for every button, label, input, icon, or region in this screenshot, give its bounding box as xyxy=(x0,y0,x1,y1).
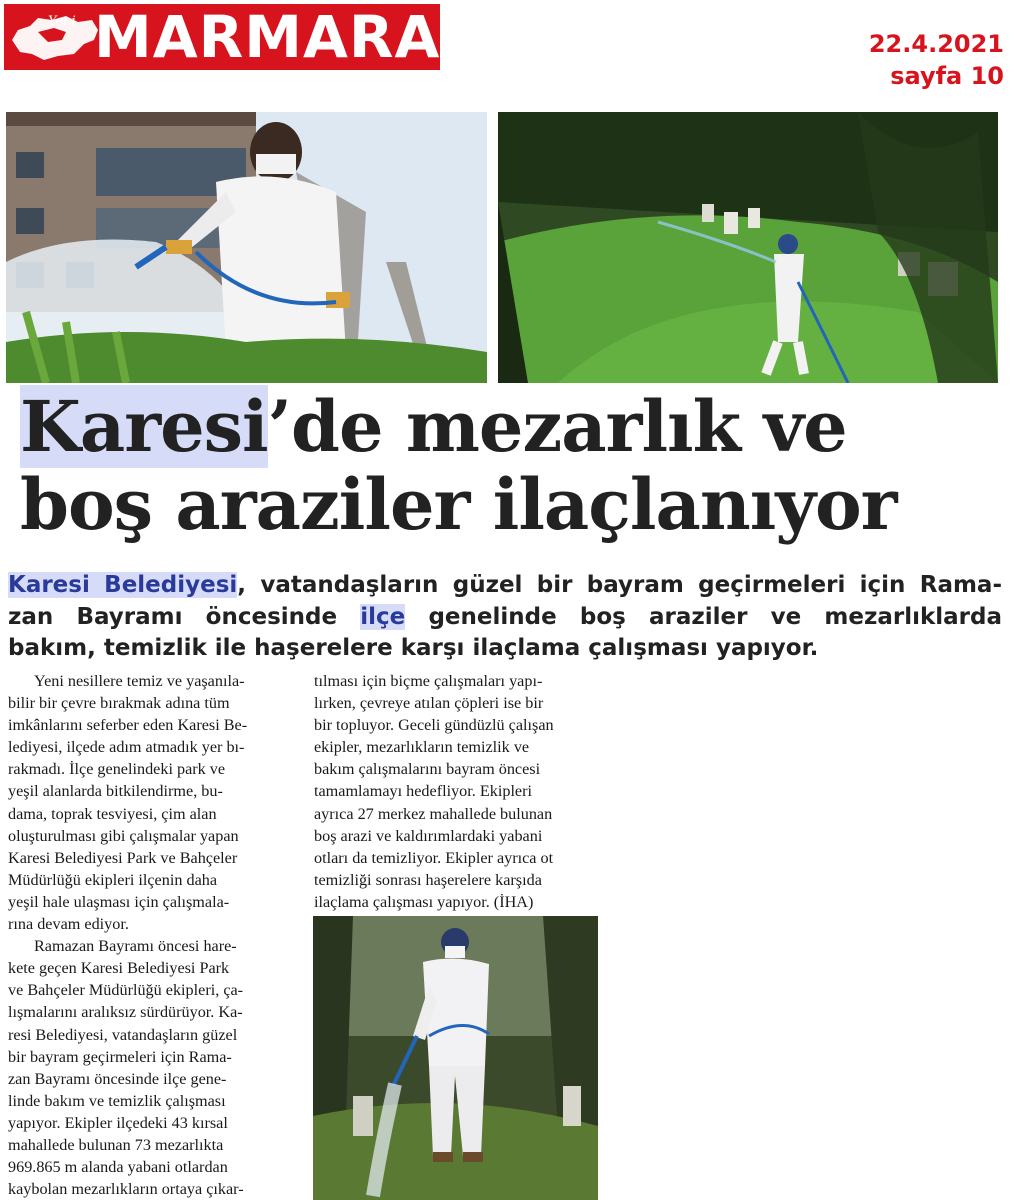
lead-line-1 xyxy=(8,570,1002,602)
body-line: tamamlamayı hedefliyor. Ekipleri xyxy=(314,782,533,801)
article-headline xyxy=(20,385,1000,546)
headline-line-1 xyxy=(20,385,1000,468)
body-line: dama, toprak tesviyesi, çim alan xyxy=(8,804,217,823)
body-line: Ramazan Bayramı öncesi hare- xyxy=(34,937,237,956)
date-block xyxy=(869,28,1004,92)
body-line: resi Belediyesi, vatandaşların güzel xyxy=(8,1025,238,1044)
body-line: kaybolan mezarlıkların ortaya çıkar- xyxy=(8,1180,244,1199)
body-line: bilir bir çevre bırakmak adına tüm xyxy=(8,694,230,713)
body-line: bir topluyor. Geceli gündüzlü çalışan xyxy=(314,716,554,735)
lead-text: genelinde boş araziler ve mezarlıklarda xyxy=(405,603,1002,630)
photo-worker-cemetery xyxy=(313,916,598,1200)
photo-worker-building xyxy=(6,112,487,383)
body-line: lediyesi, ilçede adım atmadık yer bı- xyxy=(8,738,245,757)
body-line: yeşil hale ulaşması için çalışmala- xyxy=(8,892,230,911)
lead-line-2 xyxy=(8,602,1002,634)
lead-highlight-karesi-belediyesi: Karesi Belediyesi xyxy=(8,572,238,598)
page-number: sayfa 10 xyxy=(890,62,1004,90)
masthead-brand: MARMARA xyxy=(94,4,440,70)
body-line: bakım çalışmalarını bayram öncesi xyxy=(314,760,541,779)
body-line: yapıyor. Ekipler ilçedeki 43 kırsal xyxy=(8,1113,228,1132)
body-line: tılması için biçme çalışmaları yapı- xyxy=(314,672,543,690)
lead-highlight-ilce: ilçe xyxy=(360,603,406,630)
headline-highlight: Karesi xyxy=(20,385,268,468)
lead-text: , vatandaşların güzel bir bayram geçirmeleri için Rama- xyxy=(237,572,1002,598)
body-line: Karesi Belediyesi Park ve Bahçeler xyxy=(8,848,238,867)
headline-line-1-rest: ’de mezarlık ve xyxy=(267,385,847,468)
body-line: otları da temizliyor. Ekipler ayrıca ot xyxy=(314,848,554,867)
issue-date: 22.4.2021 xyxy=(868,30,1004,58)
body-line: ayrıca 27 merkez mahallede bulunan xyxy=(314,804,553,823)
article-column-2 xyxy=(314,670,604,913)
body-line: linde bakım ve temizlik çalışması xyxy=(8,1091,226,1110)
body-line: bir bayram geçirmeleri için Rama- xyxy=(8,1047,232,1066)
body-line: lışmalarını aralıksız sürdürüyor. Ka- xyxy=(8,1003,243,1022)
body-line: Yeni nesillere temiz ve yaşanıla- xyxy=(34,672,245,690)
body-line: oluşturulması gibi çalışmalar yapan xyxy=(8,826,239,845)
body-line: lırken, çevreye atılan çöpleri ise bir xyxy=(314,694,544,713)
body-line: rakmadı. İlçe genelindeki park ve xyxy=(8,760,226,779)
body-line: kete geçen Karesi Belediyesi Park xyxy=(8,959,230,978)
body-line: zan Bayramı öncesinde ilçe gene- xyxy=(8,1069,227,1088)
body-line: ve Bahçeler Müdürlüğü ekipleri, ça- xyxy=(8,981,244,1000)
body-line: yeşil alanlarda bitkilendirme, bu- xyxy=(8,782,223,801)
body-line: imkânlarını seferber eden Karesi Be- xyxy=(8,716,248,735)
body-line: 969.865 m alanda yabani otlardan xyxy=(8,1158,228,1177)
body-line: ekipler, mezarlıkların temizlik ve xyxy=(314,738,530,757)
article-lead xyxy=(8,570,1002,665)
body-line: Müdürlüğü ekipleri ilçenin daha xyxy=(8,870,218,889)
body-line: temizliği sonrası haşerelere karşıda xyxy=(314,870,542,889)
body-line: rına devam ediyor. xyxy=(8,915,129,934)
photo-cemetery-spraying xyxy=(498,112,998,383)
masthead-yeni: Yeni xyxy=(48,14,76,29)
lead-text: zan Bayramı öncesinde xyxy=(8,603,361,630)
body-line: ilaçlama çalışması yapıyor. (İHA) xyxy=(314,892,534,911)
body-line: mahallede bulunan 73 mezarlıkta xyxy=(8,1135,224,1154)
lead-line-3: bakım, temizlik ile haşerelere karşı ilaçlama çalışması yapıyor. xyxy=(8,635,819,661)
masthead-logo xyxy=(4,4,440,70)
body-line: boş arazi ve kaldırımlardaki yabani xyxy=(314,826,543,845)
headline-line-2: boş araziler ilaçlanıyor xyxy=(20,463,897,546)
article-column-1 xyxy=(8,670,296,1200)
